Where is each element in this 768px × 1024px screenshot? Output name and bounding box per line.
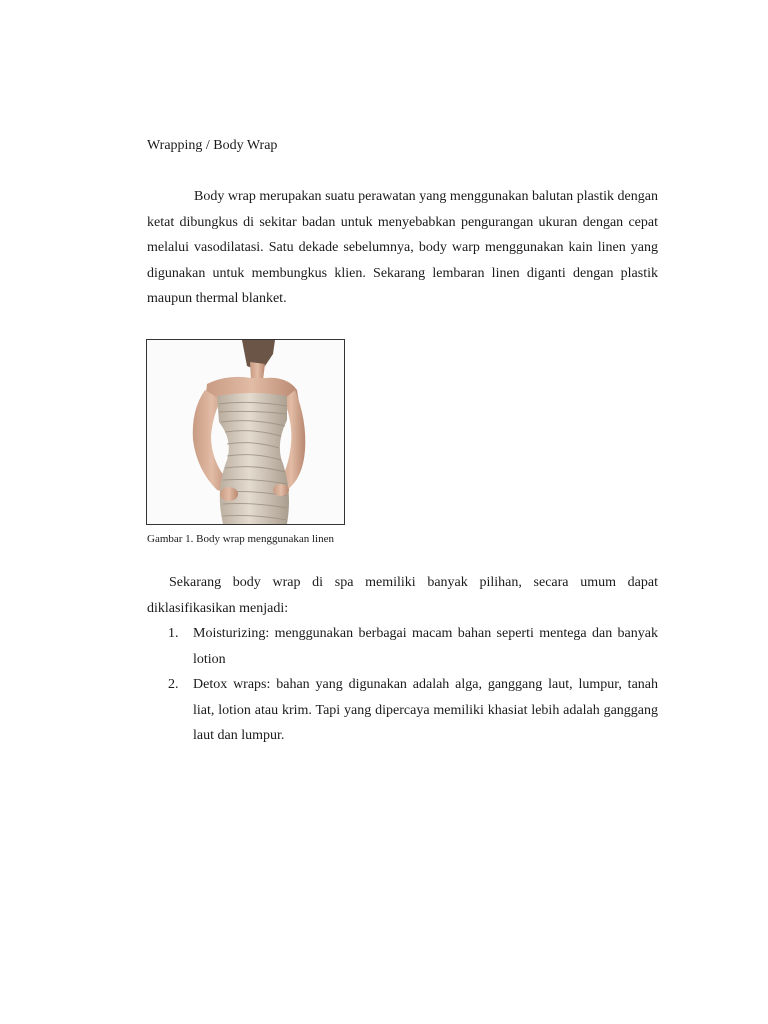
classification-paragraph: Sekarang body wrap di spa memiliki banyak pilihan, secara umum dapat diklasifikasikan menjadi:: [147, 575, 658, 616]
section-heading: Wrapping / Body Wrap: [147, 138, 278, 153]
body-wrap-photo-illustration: [147, 340, 344, 524]
wrap-type-list: [147, 621, 658, 749]
list-item-number: 1.: [168, 626, 179, 641]
list-item-text: Detox wraps: bahan yang digunakan adalah alga, ganggang laut, lumpur, tanah liat, lotion atau krim. Tapi yang dipercaya memiliki khasiat lebih adalah ganggang laut dan lumpur.: [193, 677, 658, 743]
figure-caption: Gambar 1. Body wrap menggunakan linen: [147, 533, 334, 545]
list-item-text: Moisturizing: menggunakan berbagai macam bahan seperti mentega dan banyak lotion: [193, 626, 658, 667]
list-item: [147, 672, 658, 749]
intro-paragraph: Body wrap merupakan suatu perawatan yang menggunakan balutan plastik dengan ketat dibungkus di sekitar badan untuk menyebabkan pengurangan ukuran dengan cepat melalui vasodilatasi. Satu dekade sebelumnya, body warp menggunakan kain linen yang digunakan untuk membungkus klien. Sekarang lembaran linen diganti dengan plastik maupun thermal blanket.: [147, 189, 658, 306]
list-item-number: 2.: [168, 677, 179, 692]
list-item: [147, 621, 658, 672]
figure-body-wrap-photo: [146, 339, 345, 525]
